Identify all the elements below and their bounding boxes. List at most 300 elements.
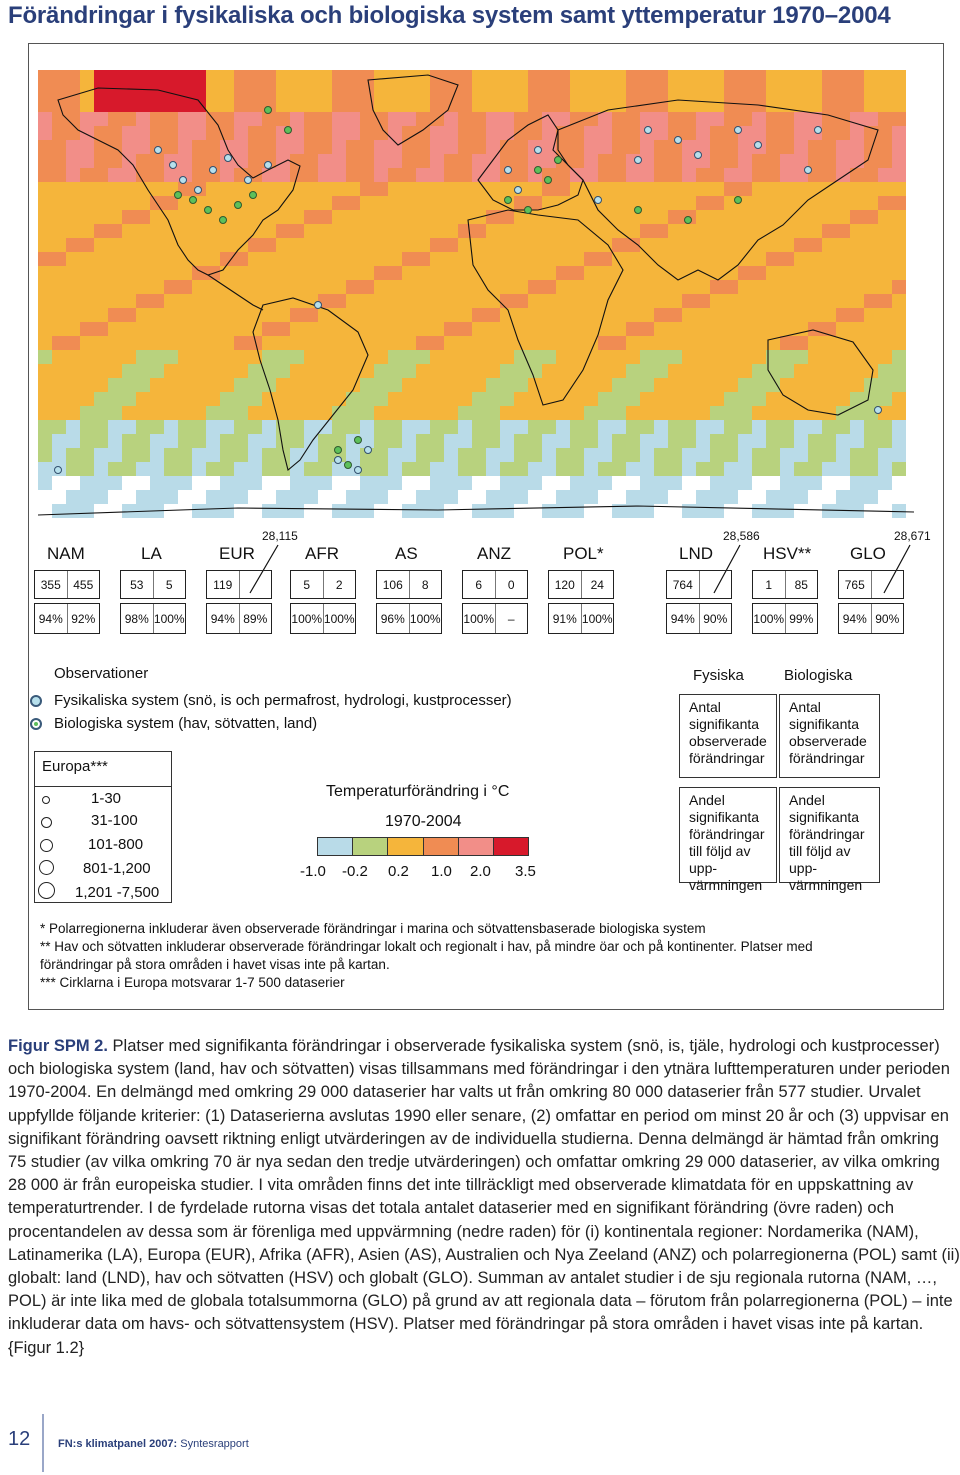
grid-cell xyxy=(878,70,892,84)
grid-cell xyxy=(402,504,416,518)
grid-cell xyxy=(724,140,738,154)
grid-cell xyxy=(808,490,822,504)
grid-cell xyxy=(822,476,836,490)
grid-cell xyxy=(514,266,528,280)
grid-cell xyxy=(94,504,108,518)
grid-cell xyxy=(52,126,66,140)
count-cell: 6 xyxy=(463,571,496,598)
grid-cell xyxy=(430,224,444,238)
grid-cell xyxy=(864,420,878,434)
grid-cell xyxy=(808,154,822,168)
grid-cell xyxy=(346,476,360,490)
grid-cell xyxy=(304,462,318,476)
grid-cell xyxy=(500,322,514,336)
grid-cell xyxy=(206,462,220,476)
grid-cell xyxy=(500,84,514,98)
grid-cell xyxy=(528,238,542,252)
grid-cell xyxy=(136,224,150,238)
grid-cell xyxy=(542,420,556,434)
grid-cell xyxy=(52,196,66,210)
grid-cell xyxy=(430,294,444,308)
grid-cell xyxy=(472,490,486,504)
grid-cell xyxy=(276,392,290,406)
grid-cell xyxy=(178,294,192,308)
grid-cell xyxy=(346,196,360,210)
grid-cell xyxy=(360,182,374,196)
grid-cell xyxy=(332,98,346,112)
grid-cell xyxy=(612,140,626,154)
grid-cell xyxy=(836,378,850,392)
grid-cell xyxy=(682,154,696,168)
grid-cell xyxy=(514,98,528,112)
grid-cell xyxy=(430,448,444,462)
grid-cell xyxy=(682,140,696,154)
grid-cell xyxy=(444,378,458,392)
grid-cell xyxy=(178,336,192,350)
grid-cell xyxy=(52,392,66,406)
grid-cell xyxy=(752,294,766,308)
grid-cell xyxy=(654,224,668,238)
grid-cell xyxy=(430,140,444,154)
grid-cell xyxy=(80,294,94,308)
grid-cell xyxy=(94,406,108,420)
grid-cell xyxy=(808,392,822,406)
grid-cell xyxy=(766,238,780,252)
grid-cell xyxy=(136,350,150,364)
info-line: signifikanta xyxy=(789,809,860,825)
grid-cell xyxy=(458,364,472,378)
grid-cell xyxy=(612,196,626,210)
grid-cell xyxy=(710,168,724,182)
grid-cell xyxy=(332,70,346,84)
grid-cell xyxy=(696,112,710,126)
grid-cell xyxy=(864,84,878,98)
note-line: förändringar på stora områden i havet visas inte på kartan. xyxy=(40,957,390,972)
count-cell: 1 xyxy=(753,571,786,598)
grid-cell xyxy=(472,448,486,462)
physical-observation-point xyxy=(365,447,372,454)
grid-cell xyxy=(584,476,598,490)
grid-cell xyxy=(654,168,668,182)
grid-cell xyxy=(626,126,640,140)
grid-cell xyxy=(682,462,696,476)
grid-cell xyxy=(66,196,80,210)
grid-cell xyxy=(38,266,52,280)
grid-cell xyxy=(444,504,458,518)
grid-cell xyxy=(850,196,864,210)
grid-cell xyxy=(150,434,164,448)
scale-swatch xyxy=(494,838,528,855)
grid-cell xyxy=(150,280,164,294)
region-glo-label: GLO xyxy=(850,544,886,563)
grid-cell xyxy=(528,420,542,434)
grid-cell xyxy=(612,350,626,364)
grid-cell xyxy=(570,70,584,84)
grid-cell xyxy=(108,84,122,98)
counts-anz xyxy=(462,570,528,599)
grid-cell xyxy=(808,98,822,112)
grid-cell xyxy=(598,462,612,476)
pct-cell: 98% xyxy=(121,604,154,633)
grid-cell xyxy=(346,448,360,462)
count-cell: 24 xyxy=(590,578,604,592)
grid-cell xyxy=(724,476,738,490)
grid-cell xyxy=(416,364,430,378)
figure-notes xyxy=(40,920,900,992)
info-line: förändringar xyxy=(789,826,865,842)
grid-cell xyxy=(668,252,682,266)
grid-cell xyxy=(878,154,892,168)
grid-cell xyxy=(262,504,276,518)
grid-cell xyxy=(346,336,360,350)
grid-cell xyxy=(66,392,80,406)
grid-cell xyxy=(570,294,584,308)
legend-physical xyxy=(54,692,512,709)
grid-cell xyxy=(836,476,850,490)
pct-cell: 100% xyxy=(753,604,786,633)
grid-cell xyxy=(738,84,752,98)
grid-cell xyxy=(514,70,528,84)
grid-cell xyxy=(52,434,66,448)
grid-cell xyxy=(290,392,304,406)
grid-cell xyxy=(276,336,290,350)
grid-cell xyxy=(220,168,234,182)
count-cell: 765 xyxy=(839,571,872,598)
grid-cell xyxy=(374,350,388,364)
temp-tick: -0.2 xyxy=(342,863,368,880)
grid-cell xyxy=(822,364,836,378)
grid-cell xyxy=(248,140,262,154)
grid-cell xyxy=(500,98,514,112)
grid-cell xyxy=(94,98,108,112)
grid-cell xyxy=(164,252,178,266)
grid-cell xyxy=(444,350,458,364)
grid-cell xyxy=(234,392,248,406)
grid-cell xyxy=(374,434,388,448)
biological-observation-point xyxy=(555,157,562,164)
grid-cell xyxy=(794,392,808,406)
grid-cell xyxy=(612,154,626,168)
grid-cell xyxy=(794,112,808,126)
grid-cell xyxy=(668,504,682,518)
grid-cell xyxy=(318,126,332,140)
grid-cell xyxy=(626,280,640,294)
grid-cell xyxy=(738,182,752,196)
grid-cell xyxy=(360,126,374,140)
grid-cell xyxy=(80,154,94,168)
grid-cell xyxy=(220,350,234,364)
grid-cell xyxy=(458,294,472,308)
grid-cell xyxy=(374,490,388,504)
biological-observation-point xyxy=(205,207,212,214)
grid-cell xyxy=(80,490,94,504)
grid-cell xyxy=(220,392,234,406)
grid-cell xyxy=(724,168,738,182)
grid-cell xyxy=(346,238,360,252)
grid-cell xyxy=(570,434,584,448)
grid-cell xyxy=(304,392,318,406)
grid-cell xyxy=(304,364,318,378)
physical-observation-point xyxy=(155,147,162,154)
grid-cell xyxy=(654,378,668,392)
grid-cell xyxy=(668,210,682,224)
grid-cell xyxy=(276,476,290,490)
grid-cell xyxy=(752,504,766,518)
grid-cell xyxy=(514,434,528,448)
grid-cell xyxy=(654,406,668,420)
grid-cell xyxy=(52,224,66,238)
grid-cell xyxy=(122,210,136,224)
grid-cell xyxy=(766,154,780,168)
grid-cell xyxy=(374,476,388,490)
grid-cell xyxy=(318,98,332,112)
grid-cell xyxy=(486,112,500,126)
grid-cell xyxy=(108,392,122,406)
grid-cell xyxy=(458,504,472,518)
grid-cell xyxy=(290,350,304,364)
grid-cell xyxy=(150,126,164,140)
grid-cell xyxy=(822,378,836,392)
grid-cell xyxy=(710,322,724,336)
grid-cell xyxy=(262,420,276,434)
grid-cell xyxy=(66,112,80,126)
grid-cell xyxy=(178,462,192,476)
grid-cell xyxy=(696,84,710,98)
grid-cell xyxy=(108,308,122,322)
grid-cell xyxy=(164,378,178,392)
count-cell: 120 xyxy=(549,571,582,598)
grid-cell xyxy=(52,504,66,518)
grid-cell xyxy=(836,420,850,434)
grid-cell xyxy=(780,434,794,448)
grid-cell xyxy=(724,154,738,168)
grid-cell xyxy=(206,98,220,112)
grid-cell xyxy=(612,168,626,182)
grid-cell xyxy=(332,504,346,518)
grid-cell xyxy=(500,392,514,406)
grid-cell xyxy=(542,504,556,518)
grid-cell xyxy=(248,476,262,490)
grid-cell xyxy=(108,112,122,126)
grid-cell xyxy=(738,378,752,392)
grid-cell xyxy=(584,210,598,224)
grid-cell xyxy=(304,196,318,210)
grid-cell xyxy=(416,490,430,504)
grid-cell xyxy=(360,154,374,168)
grid-cell xyxy=(584,294,598,308)
grid-cell xyxy=(822,126,836,140)
grid-cell xyxy=(486,406,500,420)
grid-cell xyxy=(752,168,766,182)
grid-cell xyxy=(864,210,878,224)
grid-cell xyxy=(444,308,458,322)
legend-biological-label: Biologiska system (hav, sötvatten, land) xyxy=(54,715,318,732)
grid-cell xyxy=(136,308,150,322)
grid-cell xyxy=(514,168,528,182)
grid-cell xyxy=(248,462,262,476)
grid-cell xyxy=(122,252,136,266)
grid-cell xyxy=(892,336,906,350)
grid-cell xyxy=(682,266,696,280)
grid-cell xyxy=(668,350,682,364)
grid-cell xyxy=(724,336,738,350)
grid-cell xyxy=(794,84,808,98)
grid-cell xyxy=(276,210,290,224)
grid-cell xyxy=(626,182,640,196)
grid-cell xyxy=(780,462,794,476)
grid-cell xyxy=(766,448,780,462)
info-line: till följd av upp- xyxy=(789,843,851,876)
grid-cell xyxy=(332,280,346,294)
grid-cell xyxy=(276,140,290,154)
grid-cell xyxy=(696,168,710,182)
grid-cell xyxy=(374,364,388,378)
grid-cell xyxy=(892,350,906,364)
info-line: förändringar xyxy=(689,750,765,766)
grid-cell xyxy=(52,140,66,154)
info-line: signifikanta xyxy=(789,716,860,732)
grid-cell xyxy=(94,238,108,252)
grid-cell xyxy=(136,420,150,434)
grid-cell xyxy=(892,140,906,154)
grid-cell xyxy=(780,448,794,462)
grid-cell xyxy=(486,168,500,182)
grid-cell xyxy=(52,182,66,196)
grid-cell xyxy=(724,238,738,252)
grid-cell xyxy=(514,238,528,252)
grid-cell xyxy=(416,182,430,196)
grid-cell xyxy=(696,448,710,462)
grid-cell xyxy=(430,238,444,252)
grid-cell xyxy=(192,224,206,238)
grid-cell xyxy=(416,98,430,112)
grid-cell xyxy=(640,294,654,308)
grid-cell xyxy=(500,490,514,504)
grid-cell xyxy=(164,336,178,350)
grid-cell xyxy=(556,420,570,434)
grid-cell xyxy=(108,322,122,336)
grid-cell xyxy=(780,154,794,168)
grid-cell xyxy=(542,280,556,294)
grid-cell xyxy=(94,168,108,182)
grid-cell xyxy=(262,476,276,490)
grid-cell xyxy=(304,350,318,364)
grid-cell xyxy=(458,84,472,98)
grid-cell xyxy=(94,336,108,350)
grid-cell xyxy=(472,112,486,126)
grid-cell xyxy=(290,210,304,224)
grid-cell xyxy=(220,504,234,518)
grid-cell xyxy=(38,378,52,392)
grid-cell xyxy=(654,196,668,210)
counts-as xyxy=(376,570,442,599)
counts-afr xyxy=(290,570,356,599)
grid-cell xyxy=(416,322,430,336)
grid-cell xyxy=(80,308,94,322)
grid-cell xyxy=(794,462,808,476)
grid-cell xyxy=(654,98,668,112)
grid-cell xyxy=(514,406,528,420)
grid-cell xyxy=(276,224,290,238)
grid-cell xyxy=(850,238,864,252)
grid-cell xyxy=(122,420,136,434)
grid-cell xyxy=(150,350,164,364)
grid-cell xyxy=(38,448,52,462)
grid-cell xyxy=(136,154,150,168)
grid-cell xyxy=(374,448,388,462)
grid-cell xyxy=(528,84,542,98)
grid-cell xyxy=(164,84,178,98)
grid-cell xyxy=(38,252,52,266)
grid-cell xyxy=(262,322,276,336)
grid-cell xyxy=(304,182,318,196)
grid-cell xyxy=(864,364,878,378)
grid-cell xyxy=(178,266,192,280)
grid-cell xyxy=(640,420,654,434)
grid-cell xyxy=(500,434,514,448)
grid-cell xyxy=(528,154,542,168)
grid-cell xyxy=(724,420,738,434)
grid-cell xyxy=(864,196,878,210)
physical-observation-point xyxy=(755,142,762,149)
grid-cell xyxy=(374,322,388,336)
grid-cell xyxy=(444,112,458,126)
grid-cell xyxy=(122,196,136,210)
grid-cell xyxy=(472,350,486,364)
grid-cell xyxy=(444,490,458,504)
grid-cell xyxy=(52,378,66,392)
grid-cell xyxy=(598,112,612,126)
grid-cell xyxy=(808,504,822,518)
grid-cell xyxy=(458,266,472,280)
grid-cell xyxy=(136,238,150,252)
grid-cell xyxy=(122,462,136,476)
grid-cell xyxy=(794,182,808,196)
grid-cell xyxy=(164,392,178,406)
grid-cell xyxy=(444,168,458,182)
physical-observation-point xyxy=(195,187,202,194)
counts-la xyxy=(120,570,186,599)
grid-cell xyxy=(206,364,220,378)
grid-cell xyxy=(80,252,94,266)
grid-cell xyxy=(570,308,584,322)
grid-cell xyxy=(794,224,808,238)
grid-cell xyxy=(402,476,416,490)
grid-cell xyxy=(542,462,556,476)
grid-cell xyxy=(668,406,682,420)
grid-cell xyxy=(738,490,752,504)
grid-cell xyxy=(444,294,458,308)
grid-cell xyxy=(668,336,682,350)
grid-cell xyxy=(52,308,66,322)
grid-cell xyxy=(52,280,66,294)
grid-cell xyxy=(640,378,654,392)
grid-cell xyxy=(276,490,290,504)
grid-cell xyxy=(836,196,850,210)
grid-cell xyxy=(514,364,528,378)
grid-cell xyxy=(388,266,402,280)
physical-marker-icon xyxy=(30,695,42,707)
grid-cell xyxy=(220,308,234,322)
grid-cell xyxy=(346,504,360,518)
grid-cell xyxy=(850,364,864,378)
grid-cell xyxy=(892,504,906,518)
grid-cell xyxy=(710,378,724,392)
grid-cell xyxy=(710,462,724,476)
grid-cell xyxy=(136,252,150,266)
grid-cell xyxy=(682,378,696,392)
grid-cell xyxy=(192,448,206,462)
